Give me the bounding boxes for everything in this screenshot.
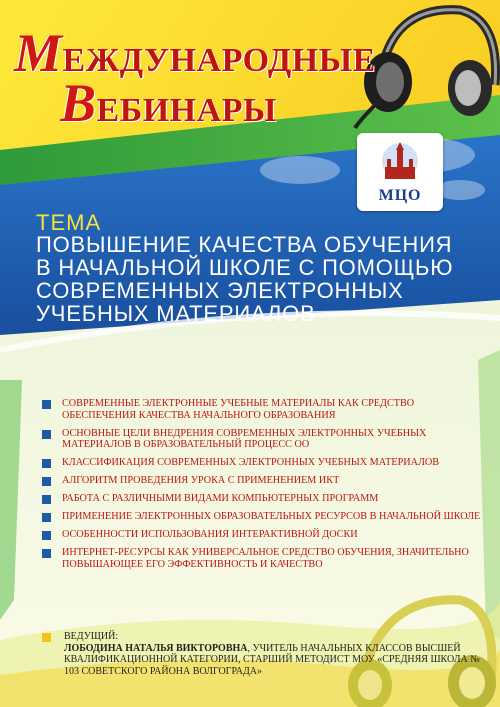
square-bullet-icon [42,400,51,409]
agenda-item [42,529,482,541]
mco-logo [357,133,443,211]
title-line-1-initial: М [14,23,63,83]
agenda-item [42,493,482,505]
square-bullet-icon [42,459,51,468]
agenda-item-text: КЛАССИФИКАЦИЯ СОВРЕМЕННЫХ ЭЛЕКТРОННЫХ УЧЕБНЫХ МАТЕРИАЛОВ [62,457,440,468]
square-bullet-icon [42,477,51,486]
topic-title-line: УЧЕБНЫХ МАТЕРИАЛОВ [36,301,316,326]
agenda-item-text: ОСОБЕННОСТИ ИСПОЛЬЗОВАНИЯ ИНТЕРАКТИВНОЙ ДОСКИ [62,529,358,540]
title-line-2-initial: В [60,73,97,133]
agenda-item [42,398,482,421]
kremlin-icon [375,141,425,183]
agenda-item-text: СОВРЕМЕННЫЕ ЭЛЕКТРОННЫЕ УЧЕБНЫЕ МАТЕРИАЛЫ КАК СРЕДСТВО ОБЕСПЕЧЕНИЯ КАЧЕСТВА НАЧАЛЬНОГО ОБРАЗОВАНИЯ [62,398,415,421]
topic-title [36,233,496,325]
topic-label: ТЕМА [36,210,102,235]
agenda-item-text: ИНТЕРНЕТ-РЕСУРСЫ КАК УНИВЕРСАЛЬНОЕ СРЕДСТВО ОБУЧЕНИЯ, ЗНАЧИТЕЛЬНО ПОВЫШАЮЩЕЕ ЕГО ЭФФЕКТИВНОСТЬ И КАЧЕСТВО [62,547,469,570]
agenda-item [42,475,482,487]
agenda-item-text: ОСНОВНЫЕ ЦЕЛИ ВНЕДРЕНИЯ СОВРЕМЕННЫХ ЭЛЕКТРОННЫХ УЧЕБНЫХ МАТЕРИАЛОВ В ОБРАЗОВАТЕЛЬНЫЙ ПРОЦЕСС ОО [62,427,427,450]
logo-text: МЦО [378,187,422,204]
square-bullet-icon [42,549,51,558]
agenda-list [42,398,482,577]
speaker-label: ВЕДУЩИЙ: [64,631,119,642]
speaker-bullet-icon [42,633,51,642]
speaker-details: , УЧИТЕЛЬ НАЧАЛЬНЫХ КЛАССОВ ВЫСШЕЙ КВАЛИФИКАЦИОННОЙ КАТЕГОРИИ, СТАРШИЙ МЕТОДИСТ МОУ «СРЕДНЯЯ ШКОЛА № 103 СОВЕТСКОГО РАЙОНА ВОЛГОГРАДА» [64,642,480,677]
agenda-item-text: ПРИМЕНЕНИЕ ЭЛЕКТРОННЫХ ОБРАЗОВАТЕЛЬНЫХ РЕСУРСОВ В НАЧАЛЬНОЙ ШКОЛЕ [62,511,481,522]
speaker-block [64,631,484,677]
agenda-item-text: РАБОТА С РАЗЛИЧНЫМИ ВИДАМИ КОМПЬЮТЕРНЫХ ПРОГРАММ [62,493,379,504]
agenda-item [42,457,482,469]
agenda-item-text: АЛГОРИТМ ПРОВЕДЕНИЯ УРОКА С ПРИМЕНЕНИЕМ ИКТ [62,475,340,486]
square-bullet-icon [42,495,51,504]
square-bullet-icon [42,513,51,522]
topic-title-line: ПОВЫШЕНИЕ КАЧЕСТВА ОБУЧЕНИЯ [36,232,453,257]
speaker-name: ЛОБОДИНА НАТАЛЬЯ ВИКТОРОВНА [64,642,248,654]
square-bullet-icon [42,531,51,540]
topic-title-line: В НАЧАЛЬНОЙ ШКОЛЕ С ПОМОЩЬЮ [36,255,454,280]
square-bullet-icon [42,430,51,439]
agenda-item [42,511,482,523]
title-line-2-rest: ЕБИНАРЫ [96,92,277,129]
agenda-item [42,547,482,570]
topic-title-line: СОВРЕМЕННЫХ ЭЛЕКТРОННЫХ [36,278,404,303]
title-line-2 [60,72,277,134]
agenda-item [42,428,482,451]
title-line-1-rest: ЕЖДУНАРОДНЫЕ [62,42,376,79]
